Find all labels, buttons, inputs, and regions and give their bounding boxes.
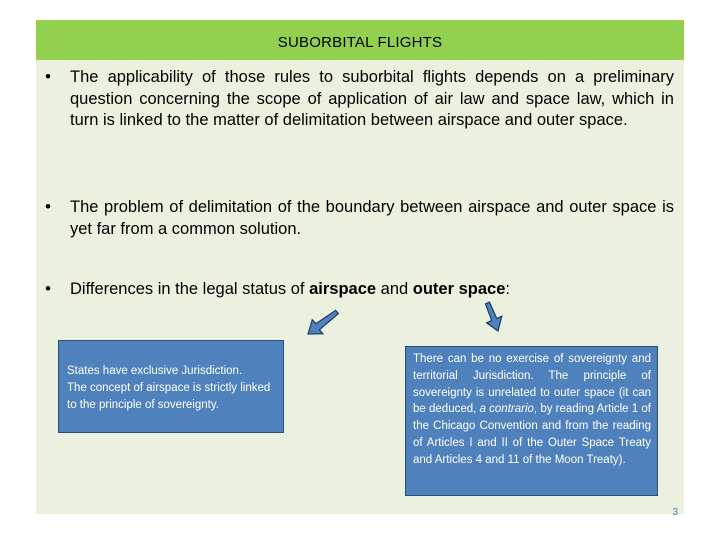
- outer-space-status-text-2: , by reading Article 1 of the Chicago Convention and from the reading of Articles I and II of the Outer Space Treaty and Articles 4 and 11 of the Moon Treaty).: [413, 403, 651, 466]
- bullet-item-differences: [38, 279, 674, 301]
- outer-space-status-italic: a contrario: [479, 403, 534, 416]
- outer-space-status-box: [405, 346, 658, 496]
- airspace-status-line-2: The concept of airspace is strictly linked to the principle of sovereignty.: [67, 381, 271, 411]
- bullet-item-applicability: [38, 67, 674, 132]
- bullet-text-middle: and: [376, 280, 413, 298]
- slide-title: [36, 33, 684, 53]
- bullet-text: The problem of delimitation of the boundary between airspace and outer space is yet far from a common solution.: [70, 198, 674, 238]
- outer-space-term: outer space: [412, 280, 506, 298]
- bullet-text-prefix: Differences in the legal status of: [70, 280, 310, 298]
- bullet-dot: •: [45, 68, 51, 86]
- bullet-text: [70, 279, 674, 301]
- airspace-status-box: [58, 340, 284, 433]
- page-number: 3: [672, 507, 678, 518]
- outer-space-status-text-1: There can be no exercise of sovereignty and territorial Jurisdiction. The principle of sovereignty is unrelated to outer space (it can be deduced,: [413, 353, 651, 416]
- bullet-dot: •: [45, 198, 51, 216]
- slide-title-text: SUBORBITAL FLIGHTS: [277, 34, 443, 51]
- bullet-text-suffix: :: [505, 280, 510, 298]
- airspace-term: airspace: [309, 280, 377, 298]
- bullet-dot: •: [45, 280, 51, 298]
- airspace-status-line-1: States have exclusive Jurisdiction.: [67, 365, 243, 377]
- bullet-text: The applicability of those rules to suborbital flights depends on a preliminary question concerning the scope of application of air law and space law, which in turn is linked to the matter of delimitation between airspace and outer space.: [70, 68, 674, 129]
- bullet-item-delimitation: [38, 197, 674, 240]
